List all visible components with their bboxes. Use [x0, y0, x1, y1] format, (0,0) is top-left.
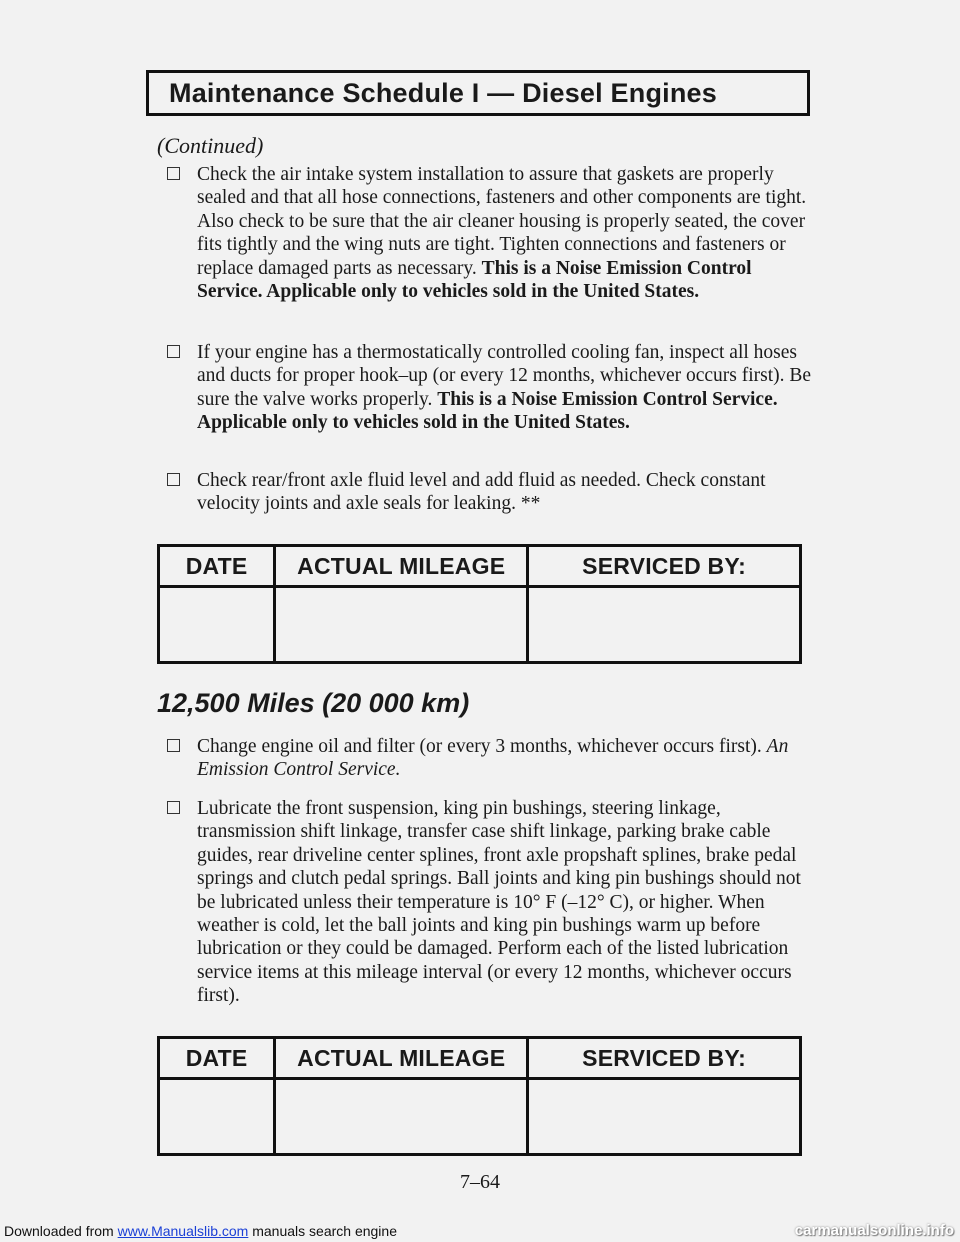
checklist-item-air-intake [197, 163, 817, 303]
serviced-by-cell[interactable] [528, 587, 801, 663]
footer-suffix: manuals search engine [248, 1223, 397, 1239]
continued-label: (Continued) [157, 133, 264, 158]
footer-prefix: Downloaded from [4, 1223, 118, 1239]
table-row [159, 1079, 801, 1155]
item-text: Check rear/front axle fluid level and add fluid as needed. Check constant velocity joints and axle seals for leaking. ** [197, 470, 766, 515]
date-cell[interactable] [159, 587, 275, 663]
item-text: Check the air intake system installation to assure that gaskets are properly sealed and that all hose connections, fasteners and other components are tight. Also check to be sure that the air cleaner housing is properly seated, the cover fits tightly and the wing nuts are tight. Tighten connections and fasteners or replace damaged parts as necessary. [197, 164, 807, 279]
manualslib-link[interactable]: www.Manualslib.com [117, 1223, 249, 1239]
watermark-text: carmanualsonline.info [794, 1222, 954, 1239]
item-text: Change engine oil and filter (or every 3 months, whichever occurs first). [197, 736, 767, 757]
mileage-section-heading: 12,500 Miles (20 000 km) [157, 688, 470, 718]
item-italic-note: An Emission Control Service. [197, 736, 789, 781]
service-record-table [157, 1036, 802, 1156]
serviced-by-column-header: SERVICED BY: [528, 1038, 801, 1079]
checklist-item-axle-fluid [197, 469, 817, 516]
item-bold-note: This is a Noise Emission Control Service. Applicable only to vehicles sold in the United States. [197, 257, 752, 303]
item-text: If your engine has a thermostatically controlled cooling fan, inspect all hoses and ducts for proper hook–up (or every 12 months, whichever occurs first). Be sure the valve works properly. [197, 342, 812, 410]
mileage-cell[interactable] [275, 587, 528, 663]
table-row [159, 587, 801, 663]
serviced-by-column-header: SERVICED BY: [528, 546, 801, 587]
table-header-row [159, 1038, 801, 1079]
serviced-by-cell[interactable] [528, 1079, 801, 1155]
page-title: Maintenance Schedule I — Diesel Engines [169, 77, 717, 108]
checkbox-icon[interactable] [167, 345, 180, 358]
service-record-table [157, 544, 802, 664]
checkbox-icon[interactable] [167, 167, 180, 180]
checkbox-icon[interactable] [167, 473, 180, 486]
date-cell[interactable] [159, 1079, 275, 1155]
mileage-cell[interactable] [275, 1079, 528, 1155]
checkbox-icon[interactable] [167, 739, 180, 752]
date-column-header: DATE [159, 1038, 275, 1079]
page-number: 7–64 [460, 1171, 500, 1193]
download-footer [4, 1223, 397, 1239]
date-column-header: DATE [159, 546, 275, 587]
mileage-column-header: ACTUAL MILEAGE [275, 546, 528, 587]
checklist-item-cooling-fan [197, 341, 817, 435]
item-text: Lubricate the front suspension, king pin bushings, steering linkage, transmission shift linkage, transfer case shift linkage, parking brake cable guides, rear driveline center splines, front axle propshaft splines, brake pedal springs and clutch pedal springs. Ball joints and king pin bushings should not be lubricated unless their temperature is 10° F (–12° C), or higher. When weather is cold, let the ball joints and king pin bushings warm up before lubrication or they could be damaged. Perform each of the listed lubrication service items at this mileage interval (or every 12 months, whichever occurs first). [197, 798, 801, 1007]
table-header-row [159, 546, 801, 587]
checklist-item-lubrication [197, 797, 817, 1008]
checklist-item-engine-oil [197, 735, 817, 782]
checkbox-icon[interactable] [167, 801, 180, 814]
mileage-column-header: ACTUAL MILEAGE [275, 1038, 528, 1079]
section-header-box [146, 70, 810, 116]
item-bold-note: This is a Noise Emission Control Service. Applicable only to vehicles sold in the United States. [197, 388, 778, 434]
